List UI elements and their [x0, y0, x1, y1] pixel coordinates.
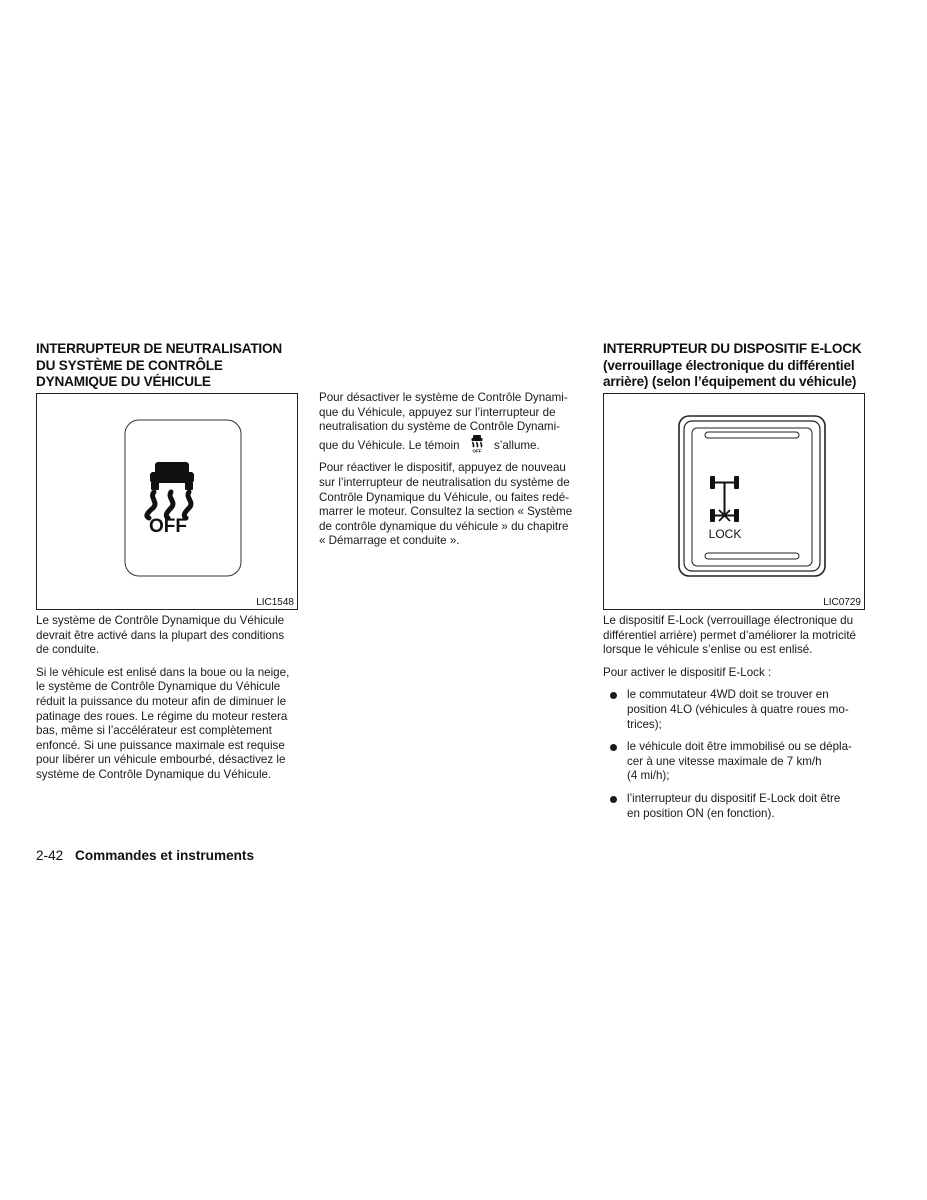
paragraph	[36, 666, 298, 783]
left-text	[36, 614, 298, 791]
figure-code: LIC1548	[256, 597, 294, 608]
text-line: de conduite.	[36, 643, 100, 657]
text-line: trices);	[627, 717, 662, 731]
e-lock-switch-illustration	[604, 394, 864, 609]
text-line: cer à une vitesse maximale de 7 km/h	[627, 754, 822, 768]
text-line: en position ON (en fonction).	[627, 806, 775, 820]
section-heading-e-lock	[603, 341, 865, 391]
vdc-off-switch-illustration	[37, 394, 297, 609]
heading-line: DU SYSTÈME DE CONTRÔLE	[36, 357, 223, 373]
bullet-icon	[610, 796, 617, 803]
text-line: système de Contrôle Dynamique du Véhicule.	[36, 767, 272, 781]
figure-vdc-off-switch	[36, 393, 298, 610]
middle-text	[319, 391, 581, 557]
paragraph	[319, 461, 581, 549]
text-line: devrait être activé dans la plupart des conditions	[36, 628, 285, 642]
text-line: Si le véhicule est enlisé dans la boue ou la neige,	[36, 665, 290, 679]
lock-label: LOCK	[708, 527, 742, 541]
chapter-title: Commandes et instruments	[75, 848, 255, 863]
text-line: Le dispositif E-Lock (verrouillage électronique du	[603, 614, 854, 627]
svg-text:OFF: OFF	[472, 448, 482, 453]
text-line: Pour réactiver le dispositif, appuyez de nouveau	[319, 461, 566, 475]
figure-code: LIC0729	[823, 597, 861, 608]
list-item	[603, 688, 865, 732]
text-line: Pour désactiver le système de Contrôle Dynami-	[319, 391, 568, 404]
text-line: lorsque le véhicule s’enlise ou est enlisé.	[603, 643, 813, 657]
text-line: l’interrupteur du dispositif E-Lock doit être	[627, 791, 841, 805]
text-line: le véhicule doit être immobilisé ou se dépla-	[627, 740, 852, 754]
text-fragment: s’allume.	[493, 438, 540, 452]
heading-line: INTERRUPTEUR DU DISPOSITIF E-LOCK	[603, 341, 862, 356]
paragraph: Pour activer le dispositif E-Lock :	[603, 665, 772, 679]
right-column	[603, 341, 865, 391]
text-line: que du Véhicule, appuyez sur l’interrupteur de	[319, 405, 556, 419]
heading-line: INTERRUPTEUR DE NEUTRALISATION	[36, 341, 282, 356]
page-number: 2-42	[36, 848, 64, 863]
text-line: de contrôle dynamique du véhicule » du chapitre	[319, 519, 569, 533]
paragraph	[319, 391, 581, 453]
text-line	[319, 435, 581, 454]
list-item	[603, 792, 865, 821]
text-line: position 4LO (véhicules à quatre roues mo-	[627, 702, 849, 716]
text-line: (4 mi/h);	[627, 769, 670, 783]
text-line: patinage des roues. Le régime du moteur restera	[36, 709, 288, 723]
text-line: bas, même si l’accélérateur est complètement	[36, 724, 272, 738]
text-fragment: que du Véhicule. Le témoin	[319, 438, 460, 452]
left-column	[36, 341, 298, 391]
requirements-list	[603, 688, 865, 821]
off-label: OFF	[149, 516, 187, 537]
vdc-off-indicator-icon	[463, 435, 491, 453]
text-line: sur l’interrupteur de neutralisation du système de	[319, 475, 570, 489]
heading-line: (verrouillage électronique du différentiel	[603, 357, 855, 373]
paragraph	[36, 614, 298, 658]
figure-e-lock-switch	[603, 393, 865, 610]
right-text	[603, 614, 865, 829]
heading-line: DYNAMIQUE DU VÉHICULE	[36, 374, 211, 389]
text-line: différentiel arrière) permet d’améliorer la motricité	[603, 628, 857, 642]
text-line: le système de Contrôle Dynamique du Véhicule	[36, 680, 281, 694]
text-line: marrer le moteur. Consultez la section « Système	[319, 505, 573, 519]
page-footer	[36, 848, 254, 864]
list-item	[603, 740, 865, 784]
bullet-icon	[610, 744, 617, 751]
text-line: réduit la puissance du moteur afin de diminuer le	[36, 694, 287, 708]
text-line: Le système de Contrôle Dynamique du Véhicule	[36, 614, 285, 627]
text-line: Contrôle Dynamique du Véhicule, ou faites redé-	[319, 490, 570, 504]
text-line: neutralisation du système de Contrôle Dynami-	[319, 420, 561, 434]
text-line: pour libérer un véhicule embourbé, désactivez le	[36, 753, 286, 767]
text-line: le commutateur 4WD doit se trouver en	[627, 688, 829, 702]
text-line: « Démarrage et conduite ».	[319, 534, 460, 548]
section-heading-vdc-off	[36, 341, 298, 391]
paragraph	[603, 614, 865, 658]
text-line: enfoncé. Si une puissance maximale est requise	[36, 738, 285, 752]
heading-line: arrière) (selon l’équipement du véhicule)	[603, 374, 857, 389]
bullet-icon	[610, 692, 617, 699]
